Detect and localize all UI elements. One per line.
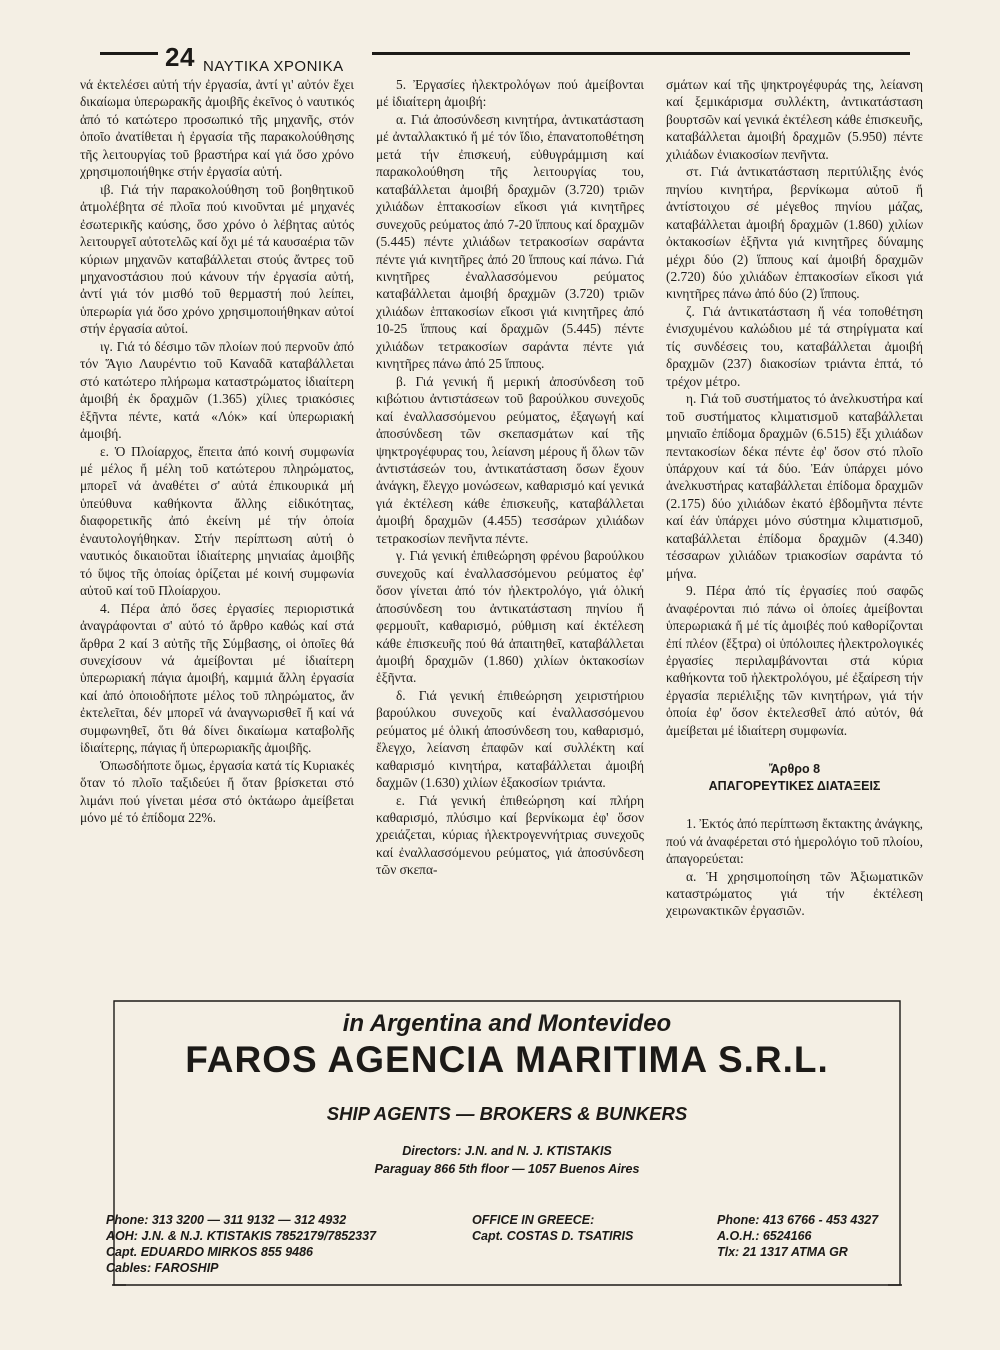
paragraph: ε. Ὁ Πλοίαρχος, ἔπειτα ἀπό κοινή συμφωνία μέ μέλος ἤ μέλη τοῦ κατώτερου πληρώματος, μπορεῖ νά ἀναθέτει σ' αὐτά ἐπικουρικά μή ὑπεύθυνα καθήκοντα ἄλλης εἰδικότητας, διαφορετικῆς ἀπό ἐκείνη μέ τήν ὁποία ἐναυτολογήθηκαν. Στήν περίπτωση αὐτή ὁ ναυτικός δικαιοῦται ἰδιαίτερης μηνιαίας ἀμοιβῆς τό ὕψος τῆς ὁποίας ὁρίζεται μέ κοινή συμφωνία αὐτοῦ καί τοῦ Πλοίαρχου. (80, 443, 354, 599)
paragraph: σμάτων καί τῆς ψηκτρογέφυράς της, λείανση καί ξεμικάρισμα συλλέκτη, ἀντικατάσταση βουρτσῶν καί γενικά ἐκτέλεση κάθε ἐπισκευῆς, καταβάλλεται ἀμοιβή δραχμῶν (5.950) πέντε χιλιάδων ἐνιακοσίων πενῆντα. (666, 77, 923, 162)
paragraph: Ὁπωσδήποτε ὅμως, ἐργασία κατά τίς Κυριακές ὅταν τό πλοῖο ταξιδεύει ἤ ὅταν βρίσκεται στό λιμάνι πού γίνεται μέσα στό ὀκτάωρο ἀμείβεται μόνο μέ τό ἐπίδομα 22%. (80, 757, 354, 826)
paragraph: 1. Ἐκτός ἀπό περίπτωση ἔκτακτης ἀνάγκης, πού νά ἀναφέρεται στό ἡμερολόγιο τοῦ πλοίου, ἀπαγορεύεται: (666, 816, 923, 867)
ad-contact-line: AOH: J.N. & N.J. KTISTAKIS 7852179/7852337 (106, 1229, 377, 1243)
ad-contact-line: Capt. EDUARDO MIRKOS 855 9486 (106, 1245, 314, 1259)
ad-office-greece (472, 1212, 702, 1244)
article-number: Ἄρθρο 8 (768, 762, 821, 777)
paragraph: ε. Γιά γενική ἐπιθεώρηση καί πλήρη καθαρισμό, πλύσιμο καί βερνίκωμα ἐφ' ὅσον χρειάζεται, κύριας ἠλεκτρογεννήτριας συνεχοῦς καί ἐναλλασσόμενου ρεύματος, γιά ἀποσύνδεση τῶν σκεπα- (376, 792, 644, 878)
paragraph: νά ἐκτελέσει αὐτή τήν ἐργασία, ἀντί γι' αὐτόν ἔχει δικαίωμα ὑπερωρακῆς ἀμοιβῆς ἐκεῖνος ὁ ναυτικός ἀπό τό κατώτερο προσωπικό τῆς μηχανῆς, στόν ὁποῖο ἀνατίθεται ἡ ἐργασία τῆς παρακολούθησης τῆς λειτουργίας τοῦ βραστήρα καί γιά ὅσο χρόνο χρησιμοποιήθηκε στήν ἐργασία αὐτή. (80, 77, 354, 180)
ad-contact-line: Tlx: 21 1317 ATMA GR (717, 1245, 848, 1259)
ad-contact-line: Phone: 313 3200 — 311 9132 — 312 4932 (106, 1213, 347, 1227)
text-column-3 (666, 76, 923, 920)
ad-contact-line: OFFICE IN GREECE: (472, 1213, 595, 1227)
ad-company-name: FAROS AGENCIA MARITIMA S.R.L. (185, 1039, 829, 1080)
paragraph: στ. Γιά ἀντικατάσταση περιτύλιξης ἑνός πηνίου κινητήρα, βερνίκωμα αὐτοῦ ἤ ἀντίστοιχου σέ μέγεθος πηνίου μάζας, καταβάλλεται ἀμοιβή δραχμῶν (1.860) χιλίων ὀκτακοσίων ἑξῆντα γιά κινητῆρες δύναμης μέχρι δύο (2) ἵππους καί ἀμοιβή δραχμῶν (2.720) δύο χιλιάδων ἑπτακοσίων εἴκοσι γιά κινητῆρες πάνω ἀπό δύο (2) ἵππους. (666, 164, 923, 302)
ad-contact-line: Cables: FAROSHIP (106, 1261, 219, 1275)
paragraph: ιβ. Γιά τήν παρακολούθηση τοῦ βοηθητικοῦ ἀτμολέβητα σέ πλοῖα πού κινοῦνται μέ μηχανές ἐσωτερικῆς καύσης, ὅσο χρόνο ὁ λέβητας αὐτός λειτουργεῖ αὐτοτελῶς καί ὄχι μέ τά καυσαέρια τῶν κύριων μηχανῶν καταβάλλεται στούς ἄντρες τοῦ μηχανοστάσιου πού κάνουν τήν ἐργασία αὐτή, ἀντί γιά τόν μισθό τοῦ θερμαστή πού λείπει, ὑπερωρία γιά ὅσο χρόνο χρησιμοποιήθηκαν αὐτοί στήν ἐργασία αὐτοί. (80, 181, 354, 337)
ad-directors: Directors: J.N. and N. J. KTISTAKIS (402, 1144, 612, 1158)
paragraph: 5. Ἐργασίες ἠλεκτρολόγων πού ἀμείβονται μέ ἰδιαίτερη ἀμοιβή: (376, 77, 644, 110)
text-column-2 (376, 76, 644, 879)
paragraph: η. Γιά τοῦ συστήματος τό ἀνελκυστήρα καί τοῦ συστήματος κλιματισμοῦ καταβάλλεται μηνιαῖο ἐπίδομα δραχμῶν (6.515) ἕξι χιλιάδων πεντακοσίων δέκα πέντε ἐφ' ὅσον στό πλοῖο ὑπάρχουν καί τά δύο. Ἐάν ὑπάρχει μόνο ἀνελκυστήρας καταβάλλεται ἐπίδομα δραχμῶν (2.175) δύο χιλιάδων ἑκατό ἑβδομῆντα πέντε καί ἐάν ὑπάρχει μόνο σύστημα κλιματισμοῦ, καταβάλλεται ἐπίδομα δραχμῶν (4.340) τέσσαρων χιλιάδων τριακοσίων σαράντα τό μήνα. (666, 391, 923, 581)
paragraph: δ. Γιά γενική ἐπιθεώρηση χειριστήριου βαρούλκου συνεχοῦς καί ἐναλλασσόμενου ρεύματος μέ ὁλική ἀποσύνδεση του, καθαρισμό, ἔλεγχο, λείανση ἐπαφῶν καί συλλέκτη καί καθαρισμό κινητήρα, καταβάλλεται ἀμοιβή δαχμῶν (1.630) χιλίων ἑξακοσίων τριάντα. (376, 687, 644, 791)
paragraph: ζ. Γιά ἀντικατάσταση ἤ νέα τοποθέτηση ἐνισχυμένου καλώδιου μέ τά στηρίγματα καί τίς συνδέσεις του, καταβάλλεται ἀμοιβή δραχμῶν (237) διακοσίων τριάντα ἑπτά, τό τρέχον μέτρο. (666, 303, 923, 389)
header-rule-left (100, 52, 158, 55)
advertisement (106, 985, 902, 1301)
text-column-1 (80, 76, 354, 826)
page-number: 24 (165, 42, 195, 72)
paragraph: 4. Πέρα ἀπό ὅσες ἐργασίες περιοριστικά ἀναγράφονται σ' αὐτό τό ἄρθρο καθώς καί στά ἄρθρα 2 καί 3 αὐτῆς τῆς Σύμβασης, οἱ ὁποῖες θά συνεχίσουν νά ἀμείβονται μέ ἰδιαίτερη ὑπερωριακή πάγια ἀμοιβή, καμμιά ἄλλη ἐργασία καί ἀπό ὁποιοδήποτε μέλος τοῦ πληρώματος, ἄν ἐκτελεῖται, δέν μπορεῖ νά ἀναγνωρισθεῖ ἤ καί νά συμφωνηθεῖ, ὅτι θά δίνει δικαίωμα καταβολῆς ἰδιαίτερης, πάγιας ἤ ὑπερωριακῆς ἀμοιβῆς. (80, 600, 354, 756)
ad-contact-line: Capt. COSTAS D. TSATIRIS (472, 1229, 634, 1243)
paragraph: α. Γιά ἀποσύνδεση κινητήρα, ἀντικατάσταση μέ ἀνταλλακτικό ἤ μέ τόν ἴδιο, ἐπανατοποθέτηση μετά τήν ἐπισκευή, εὐθυγράμμιση καί παρακολούθηση τῆς λειτουργίας του, καταβάλλεται ἀμοιβή δραχμῶν (3.720) τριῶν χιλιάδων ἑπτακοσίων εἴκοσι γιά κινητῆρες συνεχοῦς ρεύματος ἀπό 7-20 ἵππους καί δραχμῶν (5.445) πέντε χιλιάδων τετρακοσίων σαράντα πέντε γιά κινητῆρες ἀπό 20 ἵππους καί πάνω. Γιά κινητῆρες ἐναλλασσόμενου ρεύματος καταβάλλεται ἀμοιβή δραχμῶν (3.720) τριῶν χιλιάδων ἑπτακοσίων εἴκοσι γιά κινητῆρες ἀπό 10-25 ἵππους καί δραχμῶν (5.445) πέντε χιλιάδων τετρακοσίων σαράντα πέντε γιά κινητῆρες πάνω ἀπό 25 ἵππους. (376, 111, 644, 372)
paragraph: 9. Πέρα ἀπό τίς ἐργασίες πού σαφῶς ἀναφέρονται πιό πάνω οἱ ὁποίες ἀμείβονται ὑπερωριακά ἤ μέ τίς ἀμοιβές πού καθορίζονται ἐπί πλέον (ἔξτρα) οἱ ὑπόλοιπες ἠλεκτρολογικές ἐργασίες περιλαμβάνονται στά κύρια καθήκοντα τοῦ ἠλεκτρολόγου, μέ ἐξαίρεση τήν ἐργασία περιέλιξης τῶν κινητήρων, γιά τήν ὁποία ἐφ' ὅσον ἐκτελεσθεῖ ἀπό αὐτόν, θά ἀμείβεται μέ ἰδιαίτερη συμφωνία. (666, 583, 923, 738)
ad-location: in Argentina and Montevideo (342, 1010, 672, 1037)
ad-contact-argentina (106, 1212, 446, 1276)
ad-contact-line: Phone: 413 6766 - 453 4327 (717, 1213, 879, 1227)
header-rule-right (372, 52, 910, 55)
ad-contact-line: A.O.H.: 6524166 (717, 1229, 812, 1243)
article-heading (666, 761, 923, 795)
ad-contact-greece (717, 1212, 907, 1260)
paragraph: β. Γιά γενική ἤ μερική ἀποσύνδεση τοῦ κιβώτιου ἀντιστάσεων τοῦ βαρούλκου συνεχοῦς καί ἐναλλασσόμενου ρεύματος, ἐξαγωγή καί ἀποσύνδεση τῶν σκεπασμάτων καί τῆς ψηκτρογέφυρας του, λείανση μέρους ἤ ὅλων τῶν ἀντιστάσεών του, ἀντικατάσταση ὅσων ἔχουν ἀνάγκη, ἔλεγχο μονώσεων, καθαρισμό καί γενικά γιά ἐκτέλεση κάθε ἐπισκευῆς, καταβάλλεται ἀμοιβή δραχμῶν (4.455) τεσσάρων χιλιάδων τετρακοσίων πενῆντα πέντε. (376, 373, 644, 546)
paragraph: α. Ἡ χρησιμοποίηση τῶν Ἀξιωματικῶν καταστρώματος γιά τήν ἐκτέλεση χειρωνακτικῶν ἐργασιῶν. (666, 868, 923, 919)
paragraph: γ. Γιά γενική ἐπιθεώρηση φρένου βαρούλκου συνεχοῦς καί ἐναλλασσόμενου ρεύματος ἐφ' ὅσον γίνεται ἀπό τόν ἠλεκτρολόγο, γιά ὁλική ἀποσύνδεση του ἀντικατάσταση πηνίου ἤ φερμουΐτ, καθαρισμό, ρύθμιση καί ἐκτέλεση κάθε ἐπισκευῆς πού θά ἀπαιτηθεῖ, καταβάλλεται ἀμοιβή δραχμῶν (1.860) χιλίων ὀκτακοσίων ἑξῆντα. (376, 548, 644, 686)
paragraph: ιγ. Γιά τό δέσιμο τῶν πλοίων πού περνοῦν ἀπό τόν Ἅγιο Λαυρέντιο τοῦ Καναδᾶ καταβάλλεται στό κατώτερο πλήρωμα καταστρώματος ἰδιαίτερη ἀμοιβή ἐκ δραχμῶν (1.365) χίλιες τριακόσιες ἑξῆντα πέντε, κατά «Λόκ» καί ὑπερωριακή ἀμοιβή. (80, 338, 354, 442)
ad-services: SHIP AGENTS — BROKERS & BUNKERS (326, 1103, 688, 1124)
ad-address: Paraguay 866 5th floor — 1057 Buenos Aires (374, 1162, 640, 1176)
magazine-title: ΝΑΥΤΙΚΑ ΧΡΟΝΙΚΑ (203, 58, 344, 75)
article-title: ΑΠΑΓΟΡΕΥΤΙΚΕΣ ΔΙΑΤΑΞΕΙΣ (708, 779, 881, 794)
